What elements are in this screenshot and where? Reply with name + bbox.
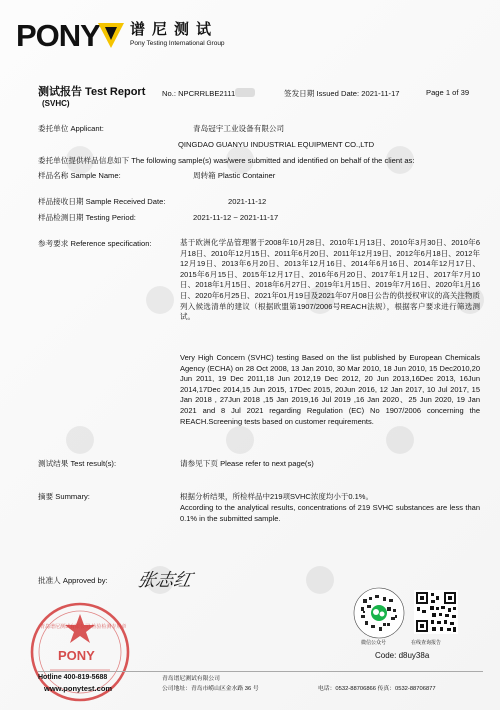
- issued-date: [284, 88, 400, 99]
- footer-phone: 电话：0532-88706866 传真：0532-88706877: [318, 686, 436, 692]
- summary-label: 摘要 Summary:: [38, 492, 90, 501]
- wechat-caption: 微信公众号: [361, 640, 387, 646]
- footer-company: 青岛谱尼测试有限公司: [162, 676, 220, 682]
- seal-ring-text: 青岛谱尼测试有限公司 检验检测专用章: [40, 624, 127, 630]
- signature: 张志红: [135, 570, 194, 591]
- report-code: Code: d8uy38a: [375, 651, 430, 660]
- report-number-label: No.:: [162, 89, 176, 98]
- testing-period-value: 2021-11-12 ~ 2021-11-17: [193, 213, 279, 222]
- logo-wordmark: PONY: [16, 18, 100, 53]
- reference-label: 参考要求 Reference specification:: [38, 239, 152, 248]
- wechat-qr-icon: [353, 587, 405, 639]
- logo-english: Pony Testing International Group: [130, 40, 225, 47]
- sample-statement: 委托单位提供样品信息如下 The following sample(s) was/were submitted and identified on behalf of the client as:: [38, 156, 415, 165]
- sample-name-label: 样品名称 Sample Name:: [38, 171, 121, 180]
- applicant-en: QINGDAO GUANYU INDUSTRIAL EQUIPMENT CO.,LTD: [178, 140, 375, 149]
- footer-address: 公司地址：青岛市崂山区金水路 36 号: [162, 686, 259, 692]
- issued-date-value: 2021-11-17: [361, 89, 400, 98]
- applicant-label: 委托单位 Applicant:: [38, 124, 104, 133]
- report-qr-caption: 在线查询报告: [411, 640, 442, 646]
- report-number: [162, 88, 255, 98]
- report-subtitle: (SVHC): [42, 99, 70, 108]
- reference-en: Very High Concern (SVHC) testing Based on the list published by European Chemicals Agency (ECHA) on 28 Oct 2008, 13 Jan 2010, 30 Mar 2010, 18 Jun 2010, 15 Dec2010,20 Jun 2011, 19 Dec 2011,18 Jun 2012,19 Dec 2012, 20 Jun 2013,16Dec 2013, 16Jun 2014,17Dec 2014,15 Jun 2015, 17Dec 2015, 20Jun 2016, 12 Jan 2017, 10 Jul 2017, 15 Jan 2018 , 27Jun 2018 ,15 Jan 2019,16 Jul 2019 ,16 Jan 2020、25 Jun 2020, 19 Jan 2021 and 8 Jul 2021 regarding Regulation (EC) No 1907/2006 concerning the REACH.Screening tests based on customer requirements.: [180, 353, 480, 426]
- footer-hotline: Hotline 400-819-5688: [38, 674, 108, 681]
- logo-triangle-icon: [96, 21, 126, 50]
- test-result-value: 请参见下页 Please refer to next page(s): [180, 459, 314, 468]
- approved-label: 批准人 Approved by:: [38, 576, 108, 585]
- redacted-mark: [235, 88, 255, 97]
- applicant-cn: 青岛冠宇工业设备有限公司: [193, 124, 285, 133]
- report-number-value: NPCRRLBE2111: [178, 89, 236, 98]
- page-indicator: Page 1 of 39: [426, 88, 470, 97]
- test-result-label: 测试结果 Test result(s):: [38, 459, 117, 468]
- testing-period-label: 样品检测日期 Testing Period:: [38, 213, 136, 222]
- seal-label: PONY: [58, 648, 95, 663]
- summary-cn: 根据分析结果，所检样品中219项SVHC浓度均小于0.1%。: [180, 492, 373, 501]
- report-title: 测试报告 Test Report: [38, 86, 146, 98]
- logo-chinese: 谱尼测试: [130, 21, 219, 38]
- footer-divider: [38, 671, 483, 672]
- sample-name-value: 周转箱 Plastic Container: [193, 171, 276, 180]
- report-qr-icon: [414, 590, 458, 634]
- received-date-label: 样品接收日期 Sample Received Date:: [38, 197, 166, 206]
- footer-website: www.ponytest.com: [44, 684, 113, 693]
- summary-en: According to the analytical results, concentrations of 219 SVHC substances are less than 0.1% in the submitted sample.: [180, 503, 480, 523]
- received-date-value: 2021-11-12: [228, 197, 267, 206]
- issued-date-label: 签发日期 Issued Date:: [284, 89, 360, 98]
- reference-cn: 基于欧洲化学品管理署于2008年10月28日、2010年1月13日、2010年3月30日、2010年6月18日、2010年12月15日、2011年6月20日、2011年12月19日、2012年6月18日、2012年12月19日、2013年6月20日、2013年12月16日、2014年6月16日、2014年12月17日、2015年6月15日、2015年12月17日、2016年6月20日、2017年1月12日、2017年7月10日、2018年1月15日、2018年6月27日、2019年1月15日、2019年7月16日、2020年1月16日、2020年6月25日、2021年01月19日及2021年07月08日公告的供授权审议的高关注物质列入候选清单的建议（根据欧盟第1907/2006号REACH法规），根据客户要求进行筛选测试。: [180, 238, 480, 322]
